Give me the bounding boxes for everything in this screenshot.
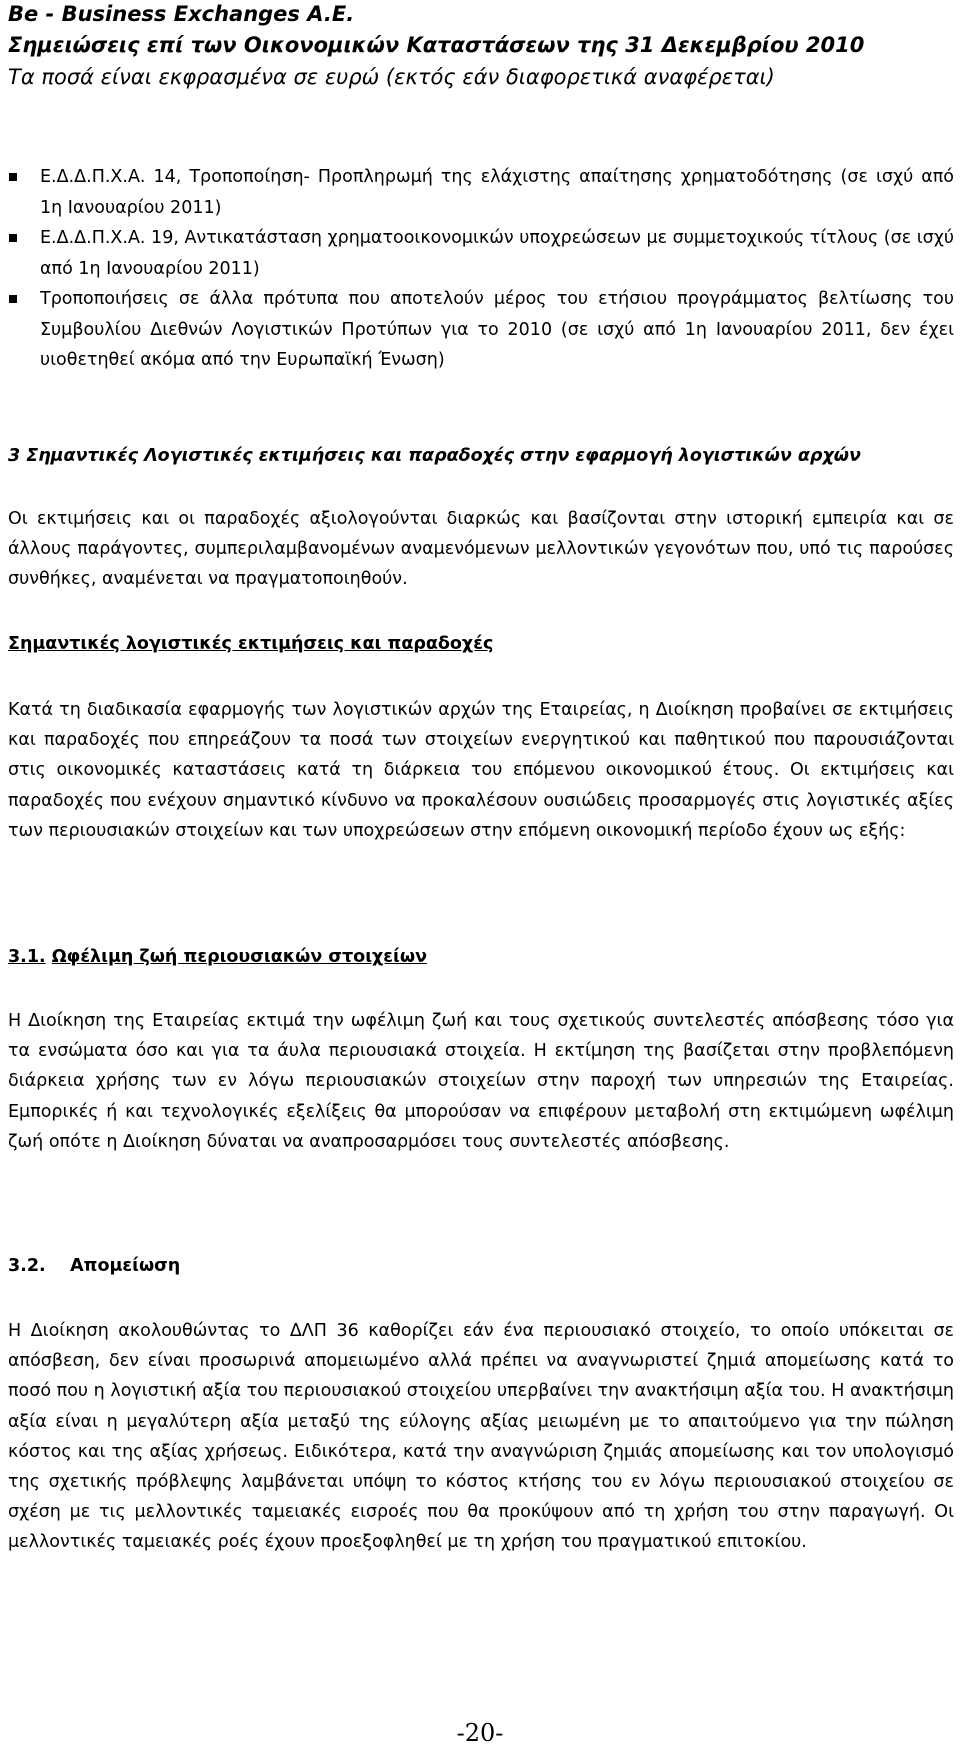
section-3-heading: 3 Σημαντικές Λογιστικές εκτιμήσεις και παραδοχές στην εφαρμογή λογιστικών αρχών [8, 446, 861, 466]
square-bullet-icon [9, 295, 17, 303]
section-number: 3.2. [8, 1256, 46, 1276]
impairment-paragraph: Η Διοίκηση ακολουθώντας το ΔΛΠ 36 καθορίζει εάν ένα περιουσιακό στοιχείο, το οποίο υπόκειται σε απόσβεση, δεν είναι προσωρινά απομειωμένο αλλά πρέπει να αναγνωριστεί ζημιά απομείωσης κατά το ποσό που η λογιστική αξία του περιουσιακού στοιχείου υπερβαίνει την ανακτήσιμη αξία του. Η ανακτήσιμη αξία είναι η μεγαλύτερη αξία μεταξύ της εύλογης αξίας μειωμένη με το απαιτούμενο για την πώληση κόστος και της αξίας χρήσεως. Ειδικότερα, κατά την αναγνώριση ζημιάς απομείωσης και τον υπολογισμό της σχετικής πρόβλεψης λαμβάνεται υπόψη το κόστος κτήσης του εν λόγω περιουσιακού στοιχείου σε σχέση με τις μελλοντικές ταμειακές εισροές που θα προκύψουν από τη χρήση του στην παραγωγή. Οι μελλοντικές ταμειακές ροές έχουν προεξοφληθεί με τη χρήση του πραγματικού επιτοκίου. [8, 1321, 954, 1553]
section-3-2-heading [8, 1252, 180, 1280]
section-3-intro: Οι εκτιμήσεις και οι παραδοχές αξιολογούνται διαρκώς και βασίζονται στην ιστορική εμπειρία και σε άλλους παράγοντες, συμπεριλαμβανομένων αναμενόμενων μελλοντικών γεγονότων που, υπό τις παρούσες συνθήκες, αναμένεται να πραγματοποιηθούν. [8, 509, 954, 590]
section-title: Απομείωση [70, 1256, 181, 1276]
list-item-text: Ε.Δ.Δ.Π.Χ.Α. 14, Τροποποίηση- Προπληρωμή της ελάχιστης απαίτησης χρηματοδότησης (σε ισχύ από 1η Ιανουαρίου 2011) [40, 167, 954, 218]
estimates-subheading: Σημαντικές λογιστικές εκτιμήσεις και παραδοχές [8, 634, 494, 654]
standards-bullet-list [8, 162, 954, 376]
square-bullet-icon [9, 234, 17, 242]
square-bullet-icon [9, 173, 17, 181]
section-number: 3.1. [8, 947, 46, 967]
section-3-1-heading [8, 943, 427, 971]
useful-life-paragraph: Η Διοίκηση της Εταιρείας εκτιμά την ωφέλιμη ζωή και τους σχετικούς συντελεστές απόσβεσης τόσο για τα ενσώματα όσο και για τα άυλα περιουσιακά στοιχεία. Η εκτίμηση της βασίζεται στην προβλεπόμενη διάρκεια χρήσης των εν λόγω περιουσιακών στοιχείων στην παροχή των υπηρεσιών της Εταιρείας. Εμπορικές ή και τεχνολογικές εξελίξεις θα μπορούσαν να επιφέρουν μεταβολή στη εκτιμώμενη ωφέλιμη ζωή οπότε η Διοίκηση δύναται να αναπροσαρμόσει τους συντελεστές απόσβεσης. [8, 1011, 954, 1152]
list-item [8, 284, 954, 376]
list-item-text: Τροποποιήσεις σε άλλα πρότυπα που αποτελούν μέρος του ετήσιου προγράμματος βελτίωσης του Συμβουλίου Διεθνών Λογιστικών Προτύπων για το 2010 (σε ισχύ από 1η Ιανουαρίου 2011, δεν έχει υιοθετηθεί ακόμα από την Ευρωπαϊκή Ένωση) [40, 289, 954, 370]
section-title: Ωφέλιμη ζωή περιουσιακών στοιχείων [51, 947, 427, 967]
estimates-paragraph: Κατά τη διαδικασία εφαρμογής των λογιστικών αρχών της Εταιρείας, η Διοίκηση προβαίνει σε εκτιμήσεις και παραδοχές που επηρεάζουν τα ποσά των στοιχείων ενεργητικού και παθητικού που παρουσιάζονται στις οικονομικές καταστάσεις κατά τη διάρκεια του επόμενου οικονομικού έτους. Οι εκτιμήσεις και παραδοχές που ενέχουν σημαντικό κίνδυνο να προκαλέσουν ουσιώδεις προσαρμογές στις λογιστικές αξίες των περιουσιακών στοιχείων και των υποχρεώσεων στην επόμενη οικονομική περίοδο έχουν ως εξής: [8, 700, 954, 841]
page-number: -20- [456, 1719, 504, 1747]
list-item [8, 162, 954, 223]
company-name-header: Be - Business Exchanges A.E. [8, 2, 355, 26]
currency-note-header: Τα ποσά είναι εκφρασμένα σε ευρώ (εκτός εάν διαφορετικά αναφέρεται) [8, 65, 775, 89]
list-item [8, 223, 954, 284]
notes-title-header: Σημειώσεις επί των Οικονομικών Καταστάσεων της 31 Δεκεμβρίου 2010 [8, 33, 865, 57]
list-item-text: Ε.Δ.Δ.Π.Χ.Α. 19, Αντικατάσταση χρηματοοικονομικών υποχρεώσεων με συμμετοχικούς τίτλους (σε ισχύ από 1η Ιανουαρίου 2011) [40, 228, 954, 279]
